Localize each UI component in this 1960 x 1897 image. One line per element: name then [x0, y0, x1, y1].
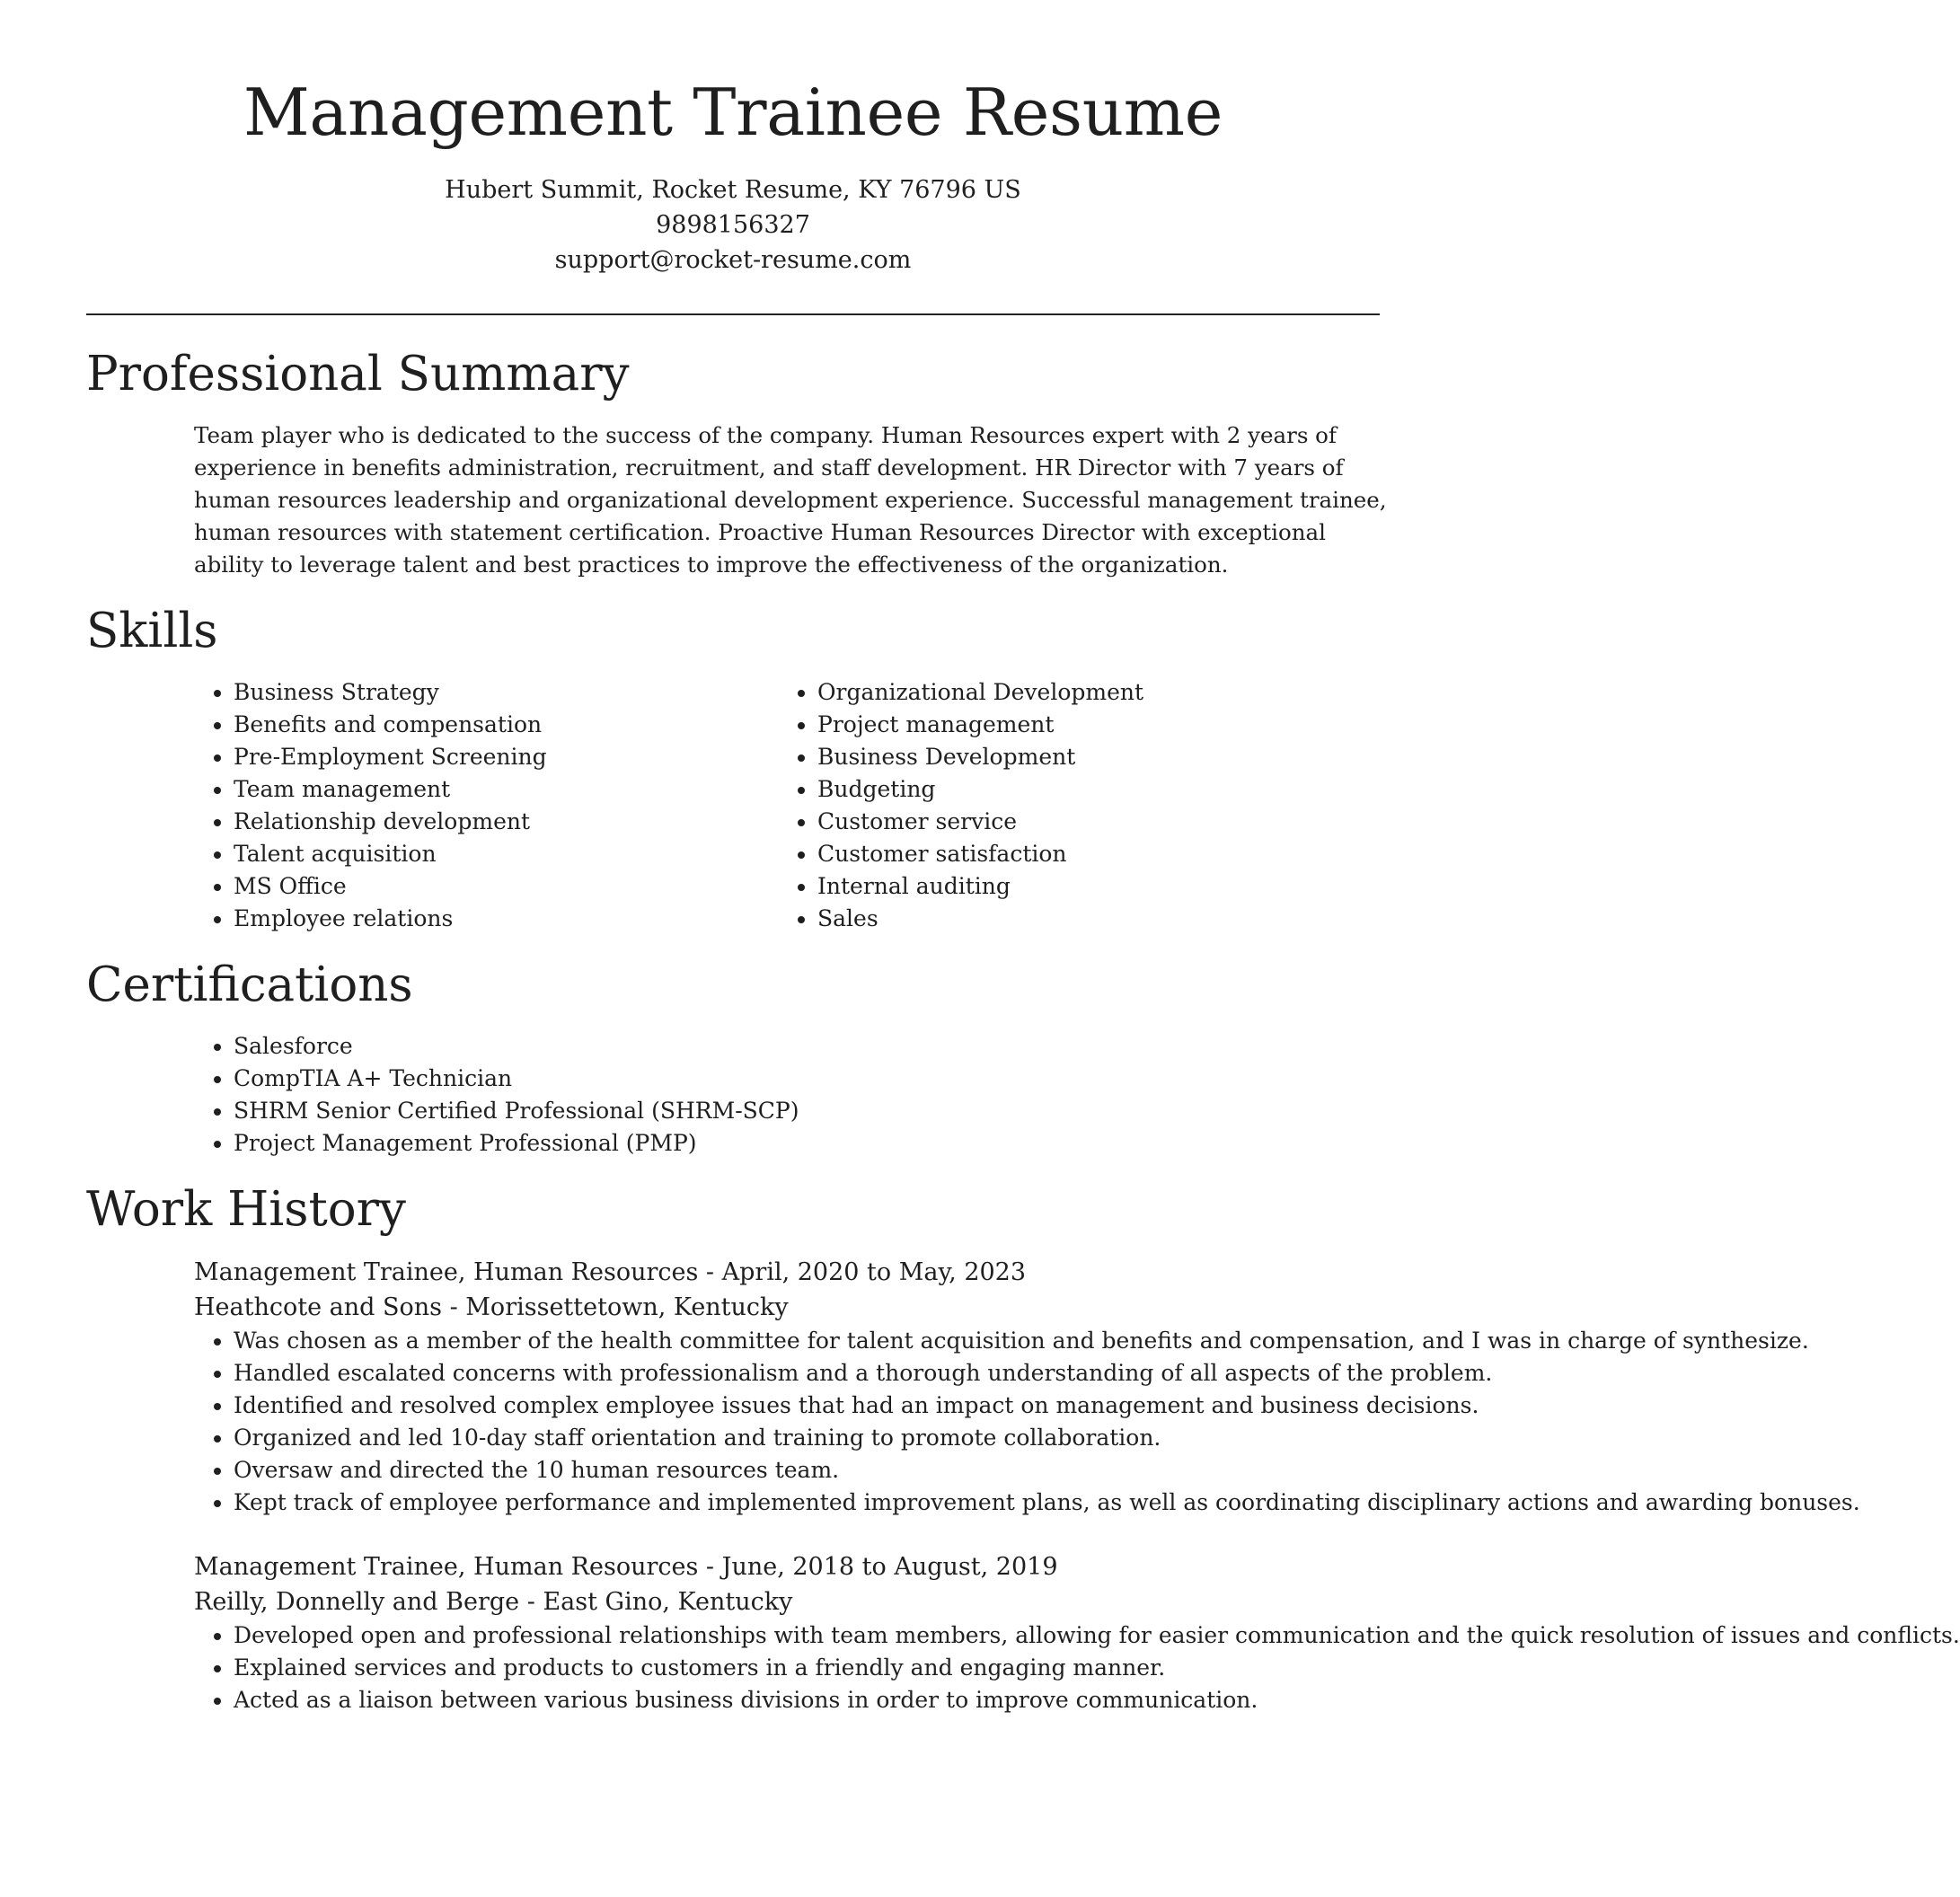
certification-item: • CompTIA A+ Technician	[234, 1063, 1380, 1095]
skill-item: • Relationship development	[234, 806, 778, 838]
job-title: Management Trainee, Human Resources	[194, 1258, 699, 1286]
skills-column-left	[194, 676, 778, 935]
summary-heading: Professional Summary	[86, 347, 630, 401]
header-divider	[86, 313, 1380, 315]
skill-item: • Team management	[234, 773, 778, 806]
skill-item: • Customer service	[817, 806, 1362, 838]
skills-heading: Skills	[86, 604, 218, 658]
job-location: - Morissettetown, Kentucky	[442, 1293, 789, 1321]
job-bullet: • Oversaw and directed the 10 human resources team.	[234, 1454, 1428, 1487]
contact-address: Hubert Summit, Rocket Resume, KY 76796 US	[445, 176, 1021, 204]
skill-item: • Employee relations	[234, 903, 778, 935]
job-bullet: • Was chosen as a member of the health committee for talent acquisition and benefits and compensation, and I was in charge of synthesize.	[234, 1325, 1428, 1357]
skill-item: • Customer satisfaction	[817, 838, 1362, 870]
skill-item: • Organizational Development	[817, 676, 1362, 709]
job-bullet: • Acted as a liaison between various business divisions in order to improve communication.	[234, 1684, 1428, 1716]
certifications-list	[194, 1030, 1380, 1160]
summary-text: Team player who is dedicated to the success of the company. Human Resources expert with 2 years of experience in benefits administration, recruitment, and staff development. HR Director with 7 years of human resources leadership and organizational development experience. Successful management trainee, human resources with statement certification. Proactive Human Resources Director with exceptional ability to leverage talent and best practices to improve the effectiveness of the organization.	[194, 422, 1387, 578]
job-title-line	[194, 1549, 1380, 1584]
contact-phone: 9898156327	[656, 211, 810, 239]
contact-email: support@rocket-resume.com	[554, 246, 912, 274]
skill-item: • Sales	[817, 903, 1362, 935]
certification-item: • SHRM Senior Certified Professional (SHRM-SCP)	[234, 1095, 1380, 1127]
job-dates: - April, 2020 to May, 2023	[698, 1258, 1027, 1286]
skill-item: • Budgeting	[817, 773, 1362, 806]
job-dates: - June, 2018 to August, 2019	[698, 1553, 1058, 1581]
job-bullet: • Handled escalated concerns with professionalism and a thorough understanding of all aspects of the problem.	[234, 1357, 1428, 1390]
resume-page	[86, 0, 1960, 1716]
skill-item: • Internal auditing	[817, 870, 1362, 903]
skill-item: • Business Strategy	[234, 676, 778, 709]
job-title: Management Trainee, Human Resources	[194, 1553, 699, 1581]
job-bullet: • Organized and led 10-day staff orientation and training to promote collaboration.	[234, 1422, 1428, 1454]
job-bullets	[194, 1325, 1860, 1519]
contact-block	[86, 172, 1380, 278]
work-history-heading: Work History	[86, 1182, 406, 1237]
skill-item: • MS Office	[234, 870, 778, 903]
certification-item: • Salesforce	[234, 1030, 1380, 1063]
skills-list	[194, 676, 1380, 935]
job-company: Reilly, Donnelly and Berge	[194, 1588, 520, 1616]
job-company-line	[194, 1290, 1380, 1325]
job-company-line	[194, 1584, 1380, 1619]
job-title-line	[194, 1255, 1380, 1290]
job-bullet: • Kept track of employee performance and implemented improvement plans, as well as coordinating disciplinary actions and awarding bonuses.	[234, 1487, 1428, 1519]
resume-title: Management Trainee Resume	[243, 75, 1223, 150]
skills-column-right	[778, 676, 1362, 935]
certification-item: • Project Management Professional (PMP)	[234, 1127, 1380, 1160]
skill-item: • Benefits and compensation	[234, 709, 778, 741]
certifications-heading: Certifications	[86, 957, 413, 1012]
job-bullets	[194, 1619, 1960, 1716]
skill-item: • Pre-Employment Screening	[234, 741, 778, 773]
job-entry	[194, 1255, 1860, 1519]
job-company: Heathcote and Sons	[194, 1293, 442, 1321]
skill-item: • Project management	[817, 709, 1362, 741]
skill-item: • Talent acquisition	[234, 838, 778, 870]
job-entry	[194, 1549, 1960, 1716]
job-bullet: • Identified and resolved complex employee issues that had an impact on management and business decisions.	[234, 1390, 1428, 1422]
job-location: - East Gino, Kentucky	[519, 1588, 793, 1616]
job-bullet: • Developed open and professional relationships with team members, allowing for easier communication and the quick resolution of issues and conflicts.	[234, 1619, 1428, 1652]
skill-item: • Business Development	[817, 741, 1362, 773]
job-bullet: • Explained services and products to customers in a friendly and engaging manner.	[234, 1652, 1428, 1684]
